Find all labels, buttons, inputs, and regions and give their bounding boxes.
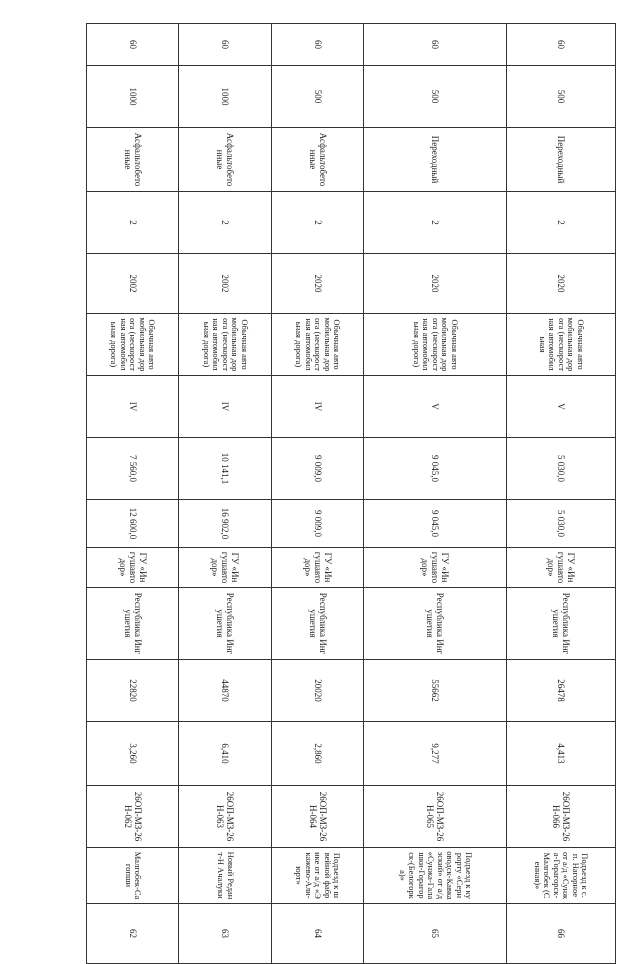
cell-num: 63 <box>179 904 271 964</box>
cell-lanes: 2 <box>506 192 615 254</box>
cell-name: Подъезд к с.п. Нагорное от а/д «Сунжа-Горагорск-Малгобек (Сенная)» <box>506 848 615 904</box>
cell-year: 2020 <box>271 254 363 314</box>
cell-surface: Асфальтобетонные <box>87 128 179 192</box>
cell-surface: Асфальтобетонные <box>271 128 363 192</box>
cell-name: Подъезд к курорту «Серноводск-Кавказский» от а/д «Сунжа-Галашки-Горагорск-(Белогорка)» <box>364 848 507 904</box>
table-row <box>87 24 179 964</box>
cell-cost: 12 600,0 <box>87 500 179 548</box>
cell-year: 2020 <box>506 254 615 314</box>
cell-lanes: 2 <box>179 192 271 254</box>
cell-code: 26ОП-МЗ-26Н-062 <box>87 786 179 848</box>
cell-owner: ГУ «Ингушавтодор» <box>87 548 179 588</box>
cell-category: IV <box>179 376 271 438</box>
cell-owner: ГУ «Ингушавтодор» <box>179 548 271 588</box>
cell-lanes: 2 <box>87 192 179 254</box>
cell-id: 26478 <box>506 660 615 722</box>
cell-code: 26ОП-МЗ-26Н-063 <box>179 786 271 848</box>
cell-name: Подъезд к швейной фабрике от а/д «Экажево-Али-юрт» <box>271 848 363 904</box>
roads-table <box>86 23 616 964</box>
cell-year: 2002 <box>179 254 271 314</box>
cell-category: IV <box>87 376 179 438</box>
cell-code: 26ОП-МЗ-26Н-066 <box>506 786 615 848</box>
cell-speed: 60 <box>364 24 507 66</box>
table-row <box>179 24 271 964</box>
cell-cost2: 9 009,0 <box>271 438 363 500</box>
cell-length: 2,860 <box>271 722 363 786</box>
cell-type: Обычная автомобильная дорога (нескоростная автомобильная дорога) <box>87 314 179 376</box>
cell-id: 55662 <box>364 660 507 722</box>
cell-id: 20020 <box>271 660 363 722</box>
cell-speed: 60 <box>506 24 615 66</box>
cell-length: 4,413 <box>506 722 615 786</box>
cell-speed: 60 <box>271 24 363 66</box>
cell-cost: 16 902,0 <box>179 500 271 548</box>
cell-surface: Переходный <box>364 128 507 192</box>
cell-surface: Переходный <box>506 128 615 192</box>
cell-cost2: 5 030,0 <box>506 438 615 500</box>
cell-id: 44870 <box>179 660 271 722</box>
cell-load: 1000 <box>87 66 179 128</box>
cell-region: Республика Ингушетия <box>179 588 271 660</box>
cell-year: 2020 <box>364 254 507 314</box>
cell-type: Обычная автомобильная дорога (нескоростная автомобильная дорога) <box>179 314 271 376</box>
cell-category: IV <box>271 376 363 438</box>
cell-lanes: 2 <box>364 192 507 254</box>
cell-length: 3,260 <box>87 722 179 786</box>
cell-num: 66 <box>506 904 615 964</box>
cell-id: 22820 <box>87 660 179 722</box>
cell-name: Малгобек-Сагопши <box>87 848 179 904</box>
cell-lanes: 2 <box>271 192 363 254</box>
cell-type: Обычная автомобильная дорога (нескоростная автомобильная дорога) <box>271 314 363 376</box>
cell-category: V <box>364 376 507 438</box>
cell-num: 65 <box>364 904 507 964</box>
cell-load: 500 <box>506 66 615 128</box>
cell-speed: 60 <box>87 24 179 66</box>
cell-type: Обычная автомобильная дорога (нескоростная автомобильная <box>506 314 615 376</box>
rotated-table-container <box>86 23 616 938</box>
cell-load: 500 <box>271 66 363 128</box>
cell-length: 9,277 <box>364 722 507 786</box>
cell-category: V <box>506 376 615 438</box>
cell-num: 64 <box>271 904 363 964</box>
cell-owner: ГУ «Ингушавтодор» <box>506 548 615 588</box>
cell-owner: ГУ «Ингушавтодор» <box>364 548 507 588</box>
cell-region: Республика Ингушетия <box>87 588 179 660</box>
cell-cost: 9 009,0 <box>271 500 363 548</box>
cell-cost: 5 030,0 <box>506 500 615 548</box>
cell-year: 2002 <box>87 254 179 314</box>
cell-region: Республика Ингушетия <box>271 588 363 660</box>
table-row <box>271 24 363 964</box>
cell-cost: 9 045,0 <box>364 500 507 548</box>
cell-name: Новый Редант-Н Ачалуки <box>179 848 271 904</box>
cell-code: 26ОП-МЗ-26Н-064 <box>271 786 363 848</box>
cell-load: 1000 <box>179 66 271 128</box>
cell-region: Республика Ингушетия <box>364 588 507 660</box>
cell-code: 26ОП-МЗ-26Н-065 <box>364 786 507 848</box>
table-row <box>506 24 615 964</box>
cell-speed: 60 <box>179 24 271 66</box>
cell-cost2: 9 045,0 <box>364 438 507 500</box>
cell-owner: ГУ «Ингушавтодор» <box>271 548 363 588</box>
cell-cost2: 10 141,1 <box>179 438 271 500</box>
cell-type: Обычная автомобильная дорога (нескоростная автомобильная дорога) <box>364 314 507 376</box>
table-row <box>364 24 507 964</box>
cell-num: 62 <box>87 904 179 964</box>
cell-cost2: 7 560,0 <box>87 438 179 500</box>
cell-load: 500 <box>364 66 507 128</box>
cell-surface: Асфальтобетонные <box>179 128 271 192</box>
cell-region: Республика Ингушетия <box>506 588 615 660</box>
cell-length: 6,410 <box>179 722 271 786</box>
